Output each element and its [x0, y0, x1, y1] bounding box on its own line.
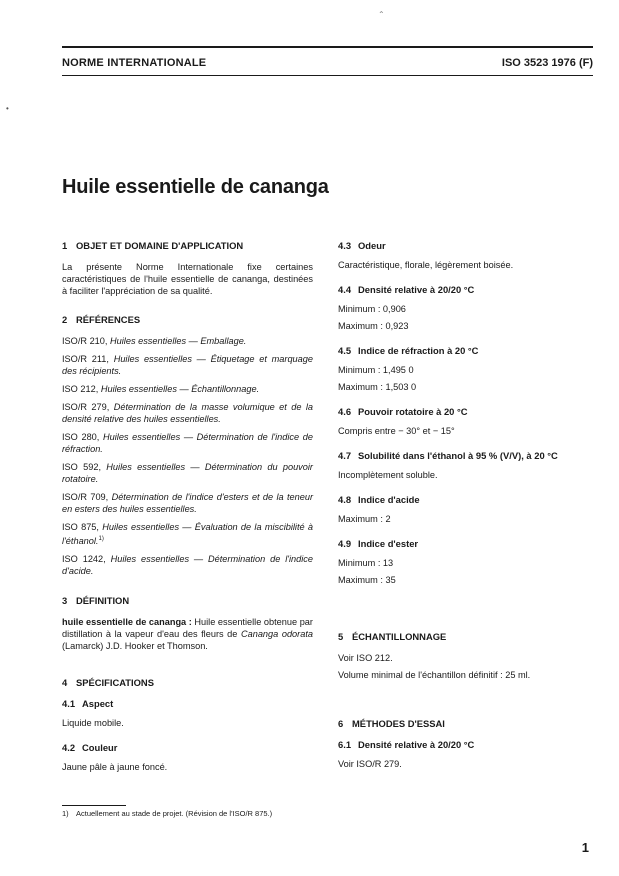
section-heading-4: 4 SPÉCIFICATIONS [62, 677, 154, 689]
section-heading-6: 6 MÉTHODES D'ESSAI [338, 718, 445, 729]
right-column [338, 240, 593, 775]
echantillonnage-line-2: Volume minimal de l'échantillon définitif : 25 ml. [338, 670, 531, 680]
definition-paragraph: huile essentielle de cananga : Huile essentielle obtenue par distillation à la vapeur d'eau des fleurs de Cananga odorata (Lamarck) J.D. Hooker et Thomson. [62, 617, 313, 652]
reference-item: ISO 280, Huiles essentielles — Détermination de l'indice de réfraction. [62, 432, 313, 454]
reference-item: ISO 592, Huiles essentielles — Détermination du pouvoir rotatoire. [62, 462, 313, 484]
standard-reference: ISO 3523 1976 (F) [501, 57, 593, 69]
densite-max: Maximum : 0,923 [338, 321, 409, 331]
odeur-text: Caractéristique, florale, légèrement boisée. [338, 260, 514, 270]
reference-item: ISO/R 210, Huiles essentielles — Emballage. [62, 336, 247, 346]
header-bottom-rule [62, 75, 593, 76]
section-heading-3: 3 DÉFINITION [62, 595, 130, 607]
refraction-max: Maximum : 1,503 0 [338, 382, 417, 392]
reference-item: ISO/R 279, Détermination de la masse volumique et de la densité relative des huiles essentielles. [62, 402, 313, 424]
section-heading-2: 2 RÉFÉRENCES [62, 314, 141, 325]
footnote: 1) Actuellement au stade de projet. (Révision de l'ISO/R 875.) [62, 809, 273, 818]
reference-item: ISO/R 709, Détermination de l'indice d'esters et de la teneur en esters des huiles essentielles. [62, 492, 314, 514]
reference-item: ISO 1242, Huiles essentielles — Détermination de l'indice d'acide. [62, 554, 313, 577]
echantillonnage-line-1: Voir ISO 212. [338, 653, 393, 663]
standard-type-label: NORME INTERNATIONALE [62, 57, 207, 69]
footnote-rule [62, 805, 126, 806]
acide-max: Maximum : 2 [338, 514, 391, 524]
subsection-heading-acide: 4.8 Indice d'acide [338, 494, 420, 505]
subsection-heading-couleur: 4.2 Couleur [62, 742, 118, 754]
subsection-heading-densite: 4.4 Densité relative à 20/20 °C [338, 284, 475, 295]
scan-speck: ⌃ [378, 10, 385, 19]
refraction-min: Minimum : 1,495 0 [338, 365, 414, 375]
rotatoire-text: Compris entre − 30° et − 15° [338, 426, 455, 436]
footnote-marker: 1) [98, 536, 104, 542]
densite-min: Minimum : 0,906 [338, 304, 406, 314]
left-column [62, 240, 313, 778]
subsection-heading-ester: 4.9 Indice d'ester [338, 538, 419, 549]
subsection-heading-solubilite: 4.7 Solubilité dans l'éthanol à 95 % (V/V), à 20 °C [338, 450, 558, 461]
subsection-heading-6-1: 6.1 Densité relative à 20/20 °C [338, 739, 475, 750]
aspect-text: Liquide mobile. [62, 718, 124, 729]
scan-speck: • [6, 104, 9, 113]
reference-item: ISO 875, Huiles essentielles — Évaluation de la miscibilité à l'éthanol.$^{1)}$ [62, 522, 314, 547]
references-list [62, 335, 313, 577]
ester-max: Maximum : 35 [338, 575, 396, 585]
ester-min: Minimum : 13 [338, 558, 394, 568]
section-heading-1: 1 OBJET ET DOMAINE D'APPLICATION [62, 240, 244, 251]
subsection-heading-aspect: 4.1 Aspect [62, 698, 114, 710]
subsection-heading-rotatoire: 4.6 Pouvoir rotatoire à 20 °C [338, 406, 468, 417]
couleur-text: Jaune pâle à jaune foncé. [62, 762, 168, 773]
solubilite-text: Incomplètement soluble. [338, 470, 438, 480]
subsection-heading-refraction: 4.5 Indice de réfraction à 20 °C [338, 345, 479, 356]
document-title: Huile essentielle de cananga [62, 176, 329, 198]
header-top-rule [62, 46, 593, 48]
subsection-heading-odeur: 4.3 Odeur [338, 240, 386, 251]
scope-paragraph: La présente Norme Internationale fixe certaines caractéristiques de l'huile essentielle de cananga, destinées à faciliter l'appréciation de sa qualité. [62, 262, 313, 296]
reference-item: ISO 212, Huiles essentielles — Échantillonnage. [62, 384, 260, 394]
section-heading-5: 5 ÉCHANTILLONNAGE [338, 631, 447, 642]
reference-item: ISO/R 211, Huiles essentielles — Étiquetage et marquage des récipients. [62, 354, 313, 376]
page-number: 1 [581, 840, 589, 855]
methode-text: Voir ISO/R 279. [338, 759, 402, 769]
